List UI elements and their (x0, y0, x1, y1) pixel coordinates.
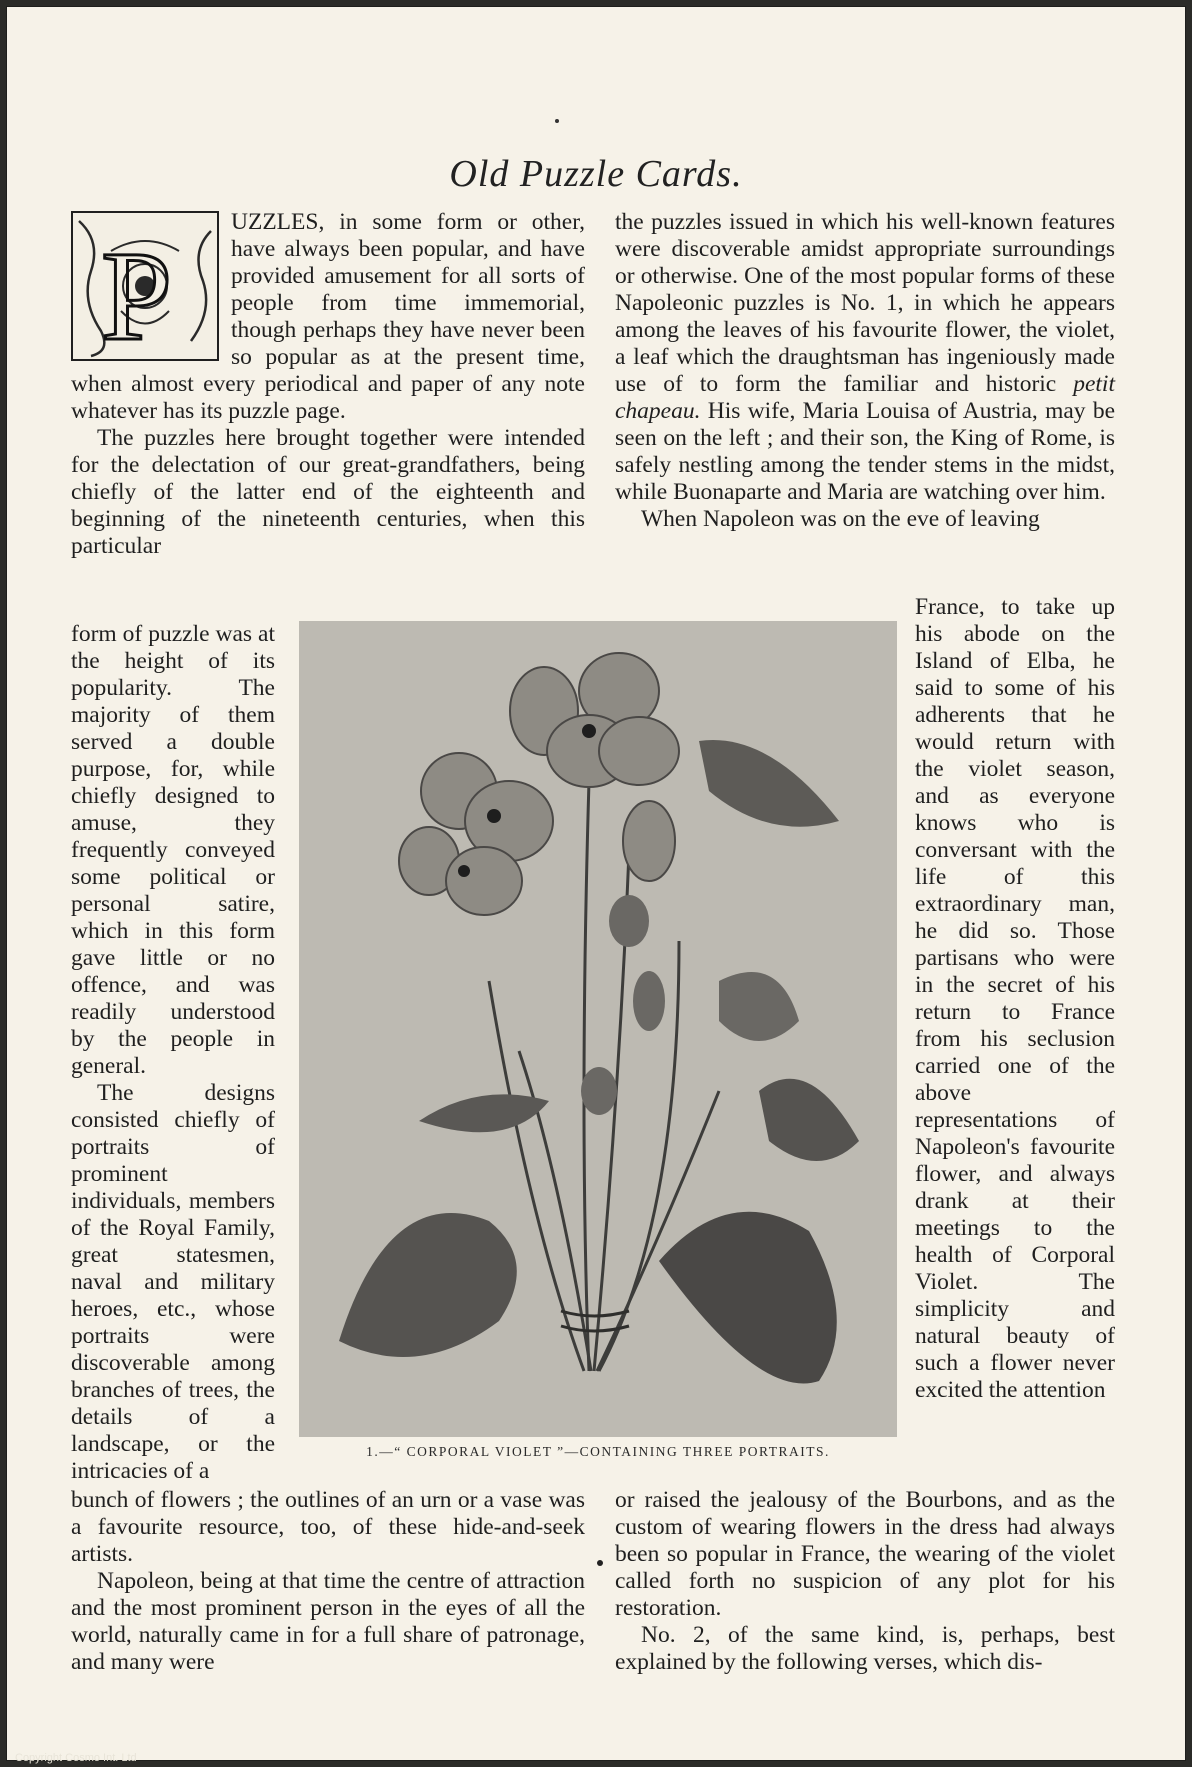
paragraph-4: Napoleon, being at that time the centre of attraction and the most prominent person in the eyes of all the world, naturally came in for a full share of patronage, and many were (71, 1568, 585, 1675)
page (6, 6, 1186, 1764)
left-column-top (71, 209, 585, 560)
right-column-top (615, 209, 1115, 533)
paragraph-5-text-a: the puzzles issued in which his well-known features were discoverable amidst appropriate surroundings or otherwise. One of the most popular forms of these Napoleonic puzzles is No. 1, in which he appears among the leaves of his favourite flower, the violet, a leaf which the draughtsman has ingeniously made use of to form the familiar and historic (615, 209, 1115, 397)
printer-dot (555, 119, 559, 123)
paragraph-6-first-line: When Napoleon was on the eve of leaving (641, 506, 1040, 532)
article-title: Old Puzzle Cards. (449, 153, 743, 195)
paragraph-2: The puzzles here brought together were intended for the delectation of our great-grandfathers, being chiefly of the latter end of the eighteenth and beginning of the nineteenth centuries, when this particular (71, 425, 585, 559)
left-column-narrow (71, 621, 275, 1485)
right-column-bottom (615, 1487, 1115, 1676)
paragraph-5-text-b: His wife, Maria Louisa of Austria, may be seen on the left ; and their son, the King of Rome, is safely nestling among the tender stems in the midst, while Buonaparte and Maria are watching over him. (615, 398, 1115, 505)
violet-illustration (299, 621, 897, 1437)
left-column-bottom (71, 1487, 585, 1676)
right-column-narrow (915, 594, 1115, 1404)
dropcap-letter (71, 211, 219, 361)
paragraph-3-continued: bunch of flowers ; the outlines of an urn or a vase was a favourite resource, too, of these hide-and-seek artists. (71, 1487, 585, 1567)
copyright-watermark: Copyright Cosmo Int. Ltd (15, 1752, 137, 1764)
figure-caption: 1.—“ CORPORAL VIOLET ”—CONTAINING THREE PORTRAITS. (366, 1444, 830, 1459)
petit-chapeau-italic: petit chapeau. (615, 371, 1115, 424)
paragraph-7: No. 2, of the same kind, is, perhaps, best explained by the following verses, which dis- (615, 1622, 1115, 1675)
paragraph-2-continued: form of puzzle was at the height of its popularity. The majority of them served a double purpose, for, while chiefly designed to amuse, they frequently conveyed some political or personal satire, which in this form gave little or no offence, and was readily understood by the people in general. (71, 621, 275, 1079)
paragraph-6-continued: France, to take up his abode on the Island of Elba, he said to some of his adherents that he would return with the violet season, and as everyone knows who is conversant with the life of this extraordinary man, he did so. Those partisans who were in the secret of his return to France from his seclusion carried one of the above representations of Napoleon's favourite flower, and always drank at their meetings to the health of Corporal Violet. The simplicity and natural beauty of such a flower never excited the attention (915, 594, 1115, 1403)
paragraph-3: The designs consisted chiefly of portraits of prominent individuals, members of the Royal Family, great statesmen, naval and military heroes, etc., whose portraits were discoverable among branches of trees, the details of a landscape, or the intricacies of a (71, 1080, 275, 1484)
ornate-p-icon (71, 211, 219, 361)
margin-dot (597, 1560, 603, 1566)
paragraph-6-end: or raised the jealousy of the Bourbons, and as the custom of wearing flowers in the dress had always been so popular in France, the wearing of the violet called forth no suspicion of any plot for his restoration. (615, 1487, 1115, 1621)
paragraph-intro: UZZLES, in some form or other, have always been popular, and have provided amusement for all sorts of people from time immemorial, though perhaps they have never been so popular as at the present time, when almost every periodical and paper of any note whatever has its puzzle page. (71, 209, 585, 424)
paragraph-5 (615, 209, 1115, 506)
dropcap-glyph: P (101, 225, 173, 361)
violet-puzzle-figure (299, 621, 897, 1437)
